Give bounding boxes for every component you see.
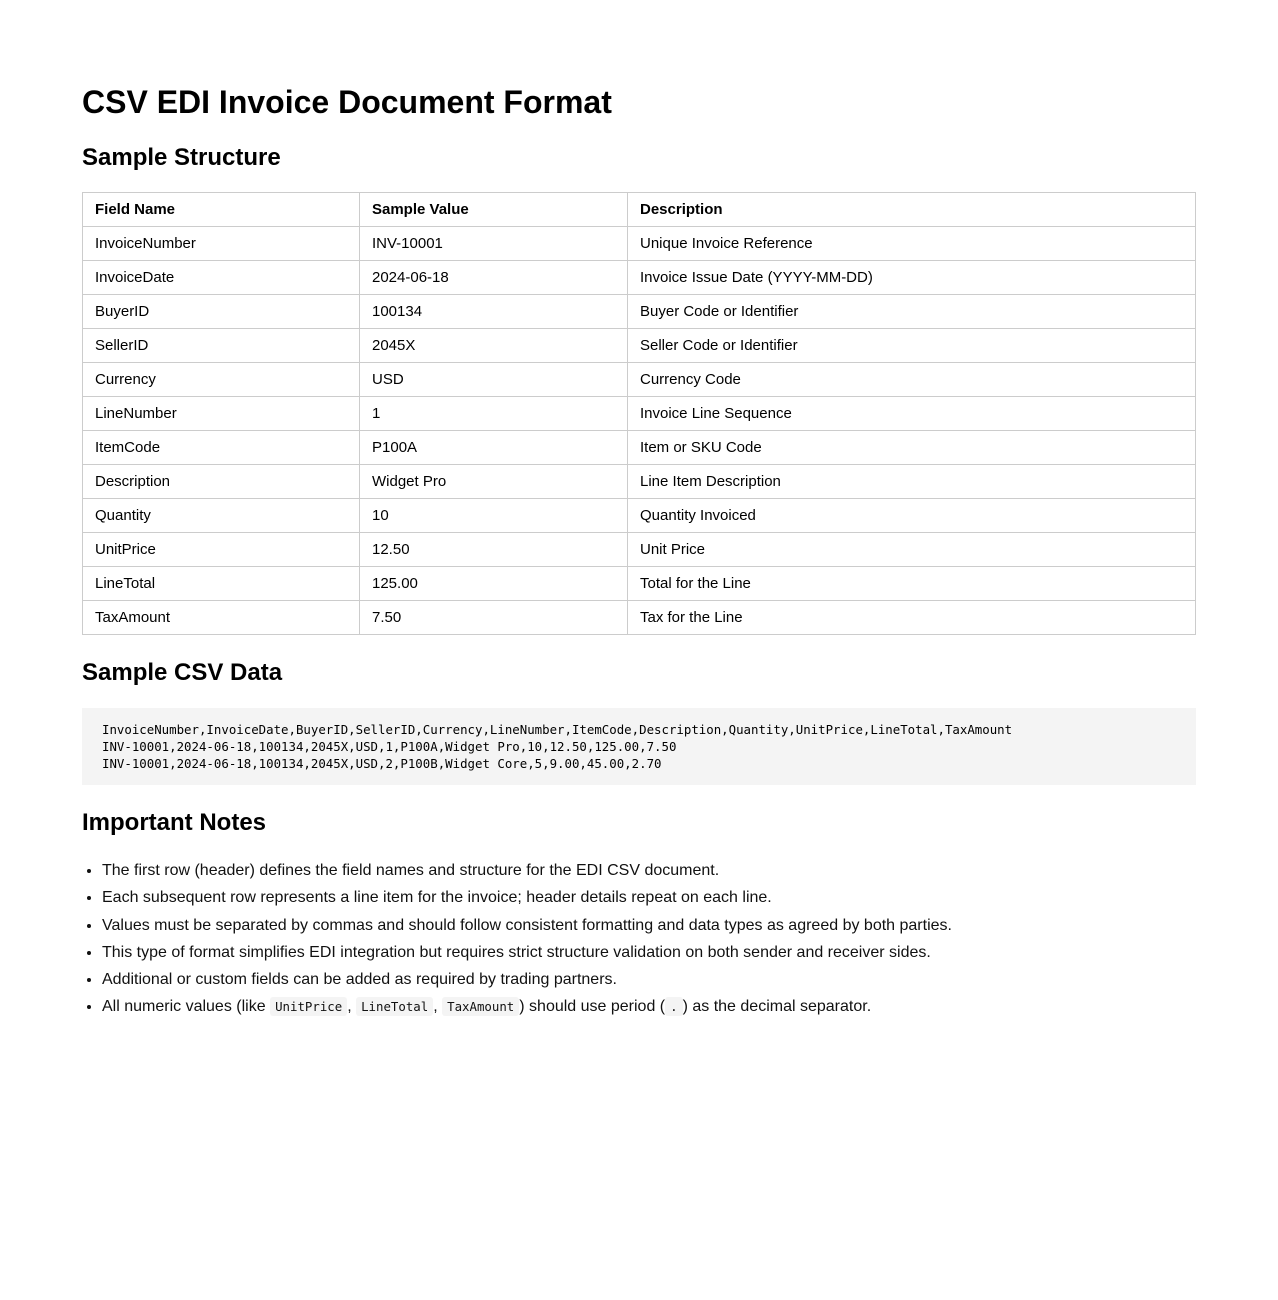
sample-value-cell: 125.00	[360, 567, 628, 601]
inline-code-linetotal: LineTotal	[356, 997, 433, 1016]
inline-code-unitprice: UnitPrice	[270, 997, 347, 1016]
page-title: CSV EDI Invoice Document Format	[82, 84, 612, 120]
description-cell: Buyer Code or Identifier	[628, 295, 1196, 329]
sample-value-cell: 2024-06-18	[360, 261, 628, 295]
sample-value-cell: 2045X	[360, 329, 628, 363]
description-cell: Unique Invoice Reference	[628, 227, 1196, 261]
table-row	[83, 227, 1196, 261]
sample-structure-heading: Sample Structure	[82, 144, 281, 171]
description-cell: Total for the Line	[628, 567, 1196, 601]
note-separator: ,	[347, 998, 357, 1016]
note-text: All numeric values (like	[102, 998, 271, 1016]
table-row	[83, 499, 1196, 533]
description-cell: Seller Code or Identifier	[628, 329, 1196, 363]
list-item: • The first row (header) defines the field names and structure for the EDI CSV document.	[102, 861, 1196, 881]
csv-data-line: INV-10001,2024-06-18,100134,2045X,USD,1,P100A,Widget Pro,10,12.50,125.00,7.50	[102, 739, 677, 754]
table-row	[83, 261, 1196, 295]
table-row	[83, 567, 1196, 601]
description-cell: Quantity Invoiced	[628, 499, 1196, 533]
column-header-description: Description	[628, 193, 1196, 227]
description-cell: Tax for the Line	[628, 601, 1196, 635]
field-name-cell: Quantity	[83, 499, 360, 533]
important-notes-heading: Important Notes	[82, 809, 267, 836]
field-name-cell: UnitPrice	[83, 533, 360, 567]
description-cell: Item or SKU Code	[628, 431, 1196, 465]
table-row	[83, 329, 1196, 363]
sample-value-cell: 100134	[360, 295, 628, 329]
inline-code-period: .	[665, 997, 682, 1016]
sample-value-cell: 10	[360, 499, 628, 533]
field-name-cell: InvoiceNumber	[83, 227, 360, 261]
list-item-decimal-note	[102, 997, 1196, 1017]
table-row	[83, 295, 1196, 329]
description-cell: Invoice Issue Date (YYYY-MM-DD)	[628, 261, 1196, 295]
list-item: • This type of format simplifies EDI integration but requires strict structure validation on both sender and receiver sides.	[102, 943, 1196, 963]
field-name-cell: Description	[83, 465, 360, 499]
field-name-cell: LineNumber	[83, 397, 360, 431]
list-item: • Each subsequent row represents a line item for the invoice; header details repeat on each line.	[102, 888, 1196, 908]
field-name-cell: BuyerID	[83, 295, 360, 329]
column-header-field-name: Field Name	[83, 193, 360, 227]
sample-value-cell: INV-10001	[360, 227, 628, 261]
field-name-cell: TaxAmount	[83, 601, 360, 635]
description-cell: Line Item Description	[628, 465, 1196, 499]
sample-value-cell: Widget Pro	[360, 465, 628, 499]
table-row	[83, 533, 1196, 567]
note-separator: ,	[433, 998, 443, 1016]
sample-value-cell: USD	[360, 363, 628, 397]
field-name-cell: ItemCode	[83, 431, 360, 465]
sample-value-cell: 1	[360, 397, 628, 431]
table-row	[83, 397, 1196, 431]
description-cell: Invoice Line Sequence	[628, 397, 1196, 431]
table-header-row	[83, 193, 1196, 227]
inline-code-taxamount: TaxAmount	[442, 997, 519, 1016]
list-item: • Values must be separated by commas and should follow consistent formatting and data types as agreed by both parties.	[102, 916, 1196, 936]
notes-list	[82, 861, 1196, 1017]
csv-data-line: INV-10001,2024-06-18,100134,2045X,USD,2,P100B,Widget Core,5,9.00,45.00,2.70	[102, 756, 662, 771]
sample-csv-heading: Sample CSV Data	[82, 659, 283, 686]
field-name-cell: SellerID	[83, 329, 360, 363]
field-name-cell: LineTotal	[83, 567, 360, 601]
structure-table	[82, 192, 1196, 635]
field-name-cell: Currency	[83, 363, 360, 397]
csv-code-block	[82, 708, 1196, 785]
table-row	[83, 431, 1196, 465]
note-text: ) should use period (	[519, 998, 666, 1016]
sample-value-cell: P100A	[360, 431, 628, 465]
list-item: • Additional or custom fields can be added as required by trading partners.	[102, 970, 1196, 990]
field-name-cell: InvoiceDate	[83, 261, 360, 295]
csv-header-line: InvoiceNumber,InvoiceDate,BuyerID,SellerID,Currency,LineNumber,ItemCode,Description,Quantity,UnitPrice,LineTotal,TaxAmount	[102, 722, 1013, 737]
note-text: ) as the decimal separator.	[682, 998, 872, 1016]
description-cell: Currency Code	[628, 363, 1196, 397]
table-row	[83, 465, 1196, 499]
column-header-sample-value: Sample Value	[360, 193, 628, 227]
sample-value-cell: 12.50	[360, 533, 628, 567]
table-row	[83, 601, 1196, 635]
sample-value-cell: 7.50	[360, 601, 628, 635]
table-row	[83, 363, 1196, 397]
description-cell: Unit Price	[628, 533, 1196, 567]
